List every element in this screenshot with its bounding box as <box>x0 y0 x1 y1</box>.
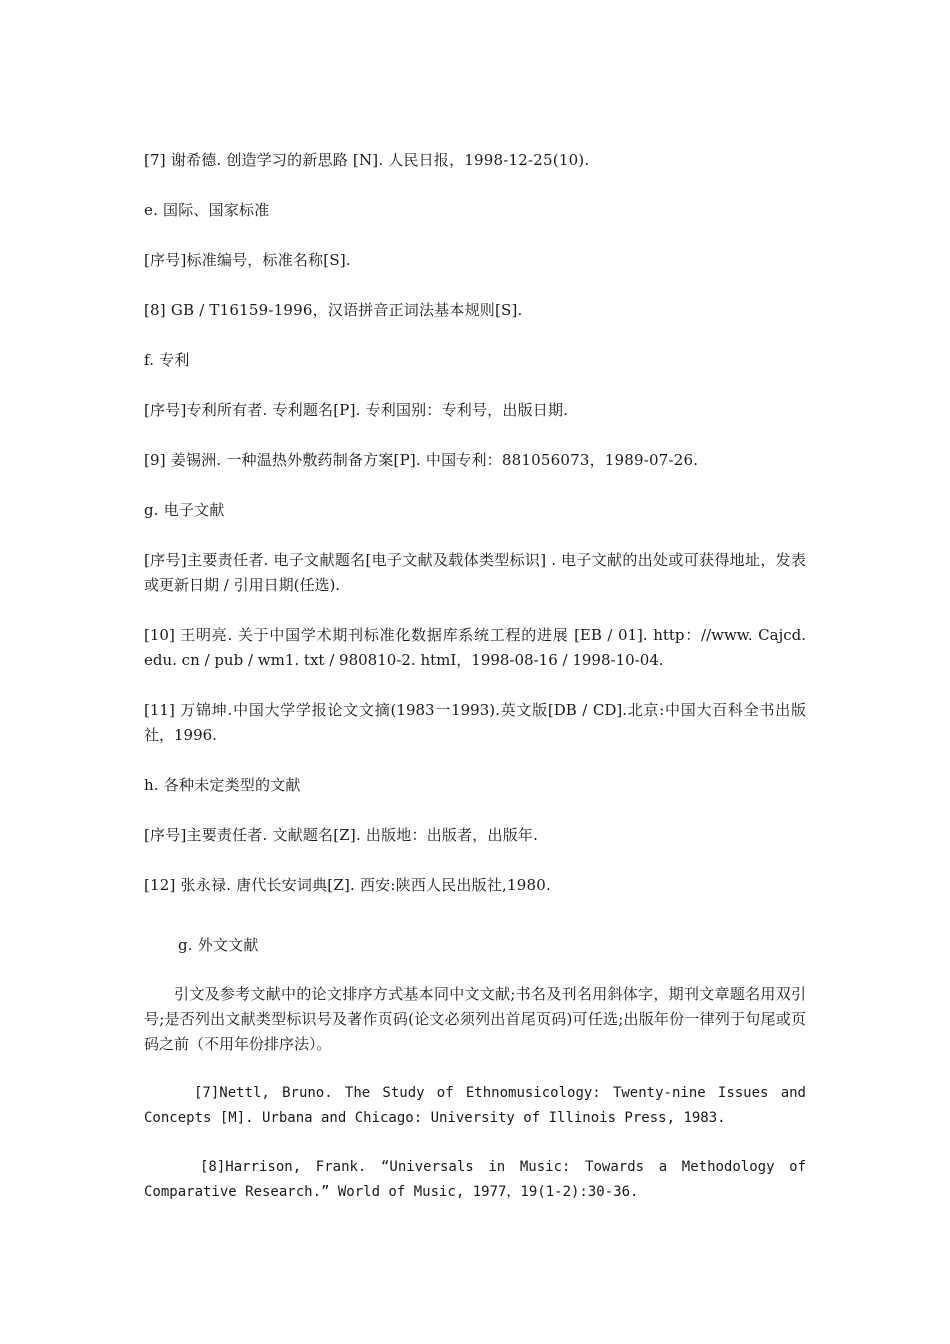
foreign-intro-paragraph: 引文及参考文献中的论文排序方式基本同中文文献;书名及刊名用斜体字，期刊文章题名用双引号;是否列出文献类型标识号及著作页码(论文必须列出首尾页码)可任选;出版年份一律列于句尾或页码之前（不用年份排序法）。 <box>144 985 806 1053</box>
section-heading-undetermined: h. 各种未定类型的文献 <box>144 776 301 794</box>
format-template-undetermined: [序号]主要责任者. 文献题名[Z]. 出版地：出版者，出版年. <box>144 826 539 844</box>
format-template-standards: [序号]标准编号，标准名称[S]. <box>144 251 351 269</box>
reference-9-patent: [9] 姜锡洲. 一种温热外敷药制备方案[P]. 中国专利：881056073，1989-07-26. <box>144 451 699 469</box>
reference-8-standard: [8] GB / T16159-1996，汉语拼音正词法基本规则[S]. <box>144 301 523 319</box>
reference-11-database: [11] 万锦坤.中国大学学报论文文摘(1983一1993).英文版[DB / CD].北京:中国大百科全书出版社，1996. <box>144 701 806 744</box>
section-heading-foreign: g. 外文文献 <box>178 936 259 954</box>
section-heading-standards: e. 国际、国家标准 <box>144 201 270 219</box>
format-template-patents: [序号]专利所有者. 专利题名[P]. 专利国别：专利号，出版日期. <box>144 401 569 419</box>
section-heading-patents: f. 专利 <box>144 351 190 369</box>
format-template-electronic: [序号]主要责任者. 电子文献题名[电子文献及载体类型标识] . 电子文献的出处或可获得地址，发表或更新日期 / 引用日期(任选). <box>144 551 806 594</box>
reference-12-dictionary: [12] 张永禄. 唐代长安词典[Z]. 西安:陕西人民出版社,1980. <box>144 876 551 894</box>
foreign-reference-8: [8]Harrison, Frank. “Universals in Music: Towards a Methodology of Comparative Research.” World of Music, 1977，19(1-2):30-36. <box>144 1159 806 1200</box>
document-body <box>144 148 806 1205</box>
section-heading-electronic: g. 电子文献 <box>144 501 225 519</box>
foreign-reference-7: [7]Nettl, Bruno. The Study of Ethnomusicology: Twenty-nine Issues and Concepts [M]. Urbana and Chicago: University of Illinois Press, 1983. <box>144 1085 806 1126</box>
reference-7-newspaper: [7] 谢希德. 创造学习的新思路 [N]. 人民日报，1998-12-25(10). <box>144 151 590 169</box>
reference-10-electronic: [10] 王明亮. 关于中国学术期刊标准化数据库系统工程的进展 [EB / 01]. http：//www. Cajcd. edu. cn / pub / wm1. txt / 980810-2. htmI，1998-08-16 / 1998-10-04. <box>144 626 806 669</box>
